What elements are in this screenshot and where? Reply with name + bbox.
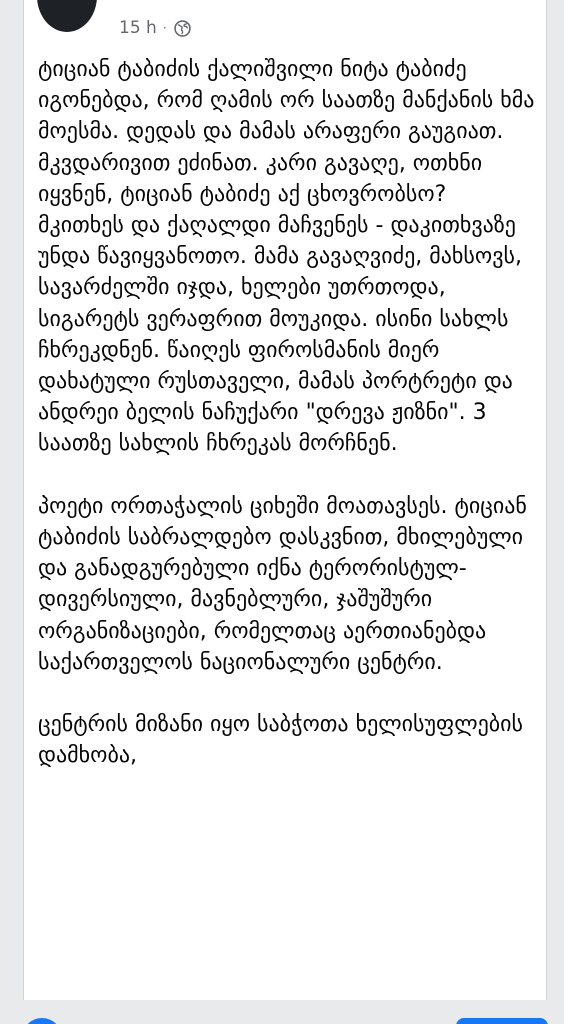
primary-action-button[interactable] [456,1018,548,1024]
post-meta [119,15,191,41]
meta-separator: · [162,21,167,35]
globe-icon[interactable] [174,20,191,37]
post-timestamp[interactable]: 15 h [119,18,157,38]
bottom-action-bar [0,1000,564,1024]
post-body-text: ტიციან ტაბიძის ქალიშვილი ნიტა ტაბიძე იგონებდა, რომ ღამის ორ საათზე მანქანის ხმა მოესმა. დედას და მამას არაფერი გაუგიათ. მკვდარივით ეძინათ. კარი გავაღე, ოთხნი იყვნენ, ტიციან ტაბიძე აქ ცხოვრობსო? მკითხეს და ქაღალდი მაჩვენეს - დაკითხვაზე უნდა წავიყვანოთო. მამა გავაღვიძე, მახსოვს, სავარძელში იჯდა, ხელები უთრთოდა, სიგარეტს ვერაფრით მოუკიდა. ისინი სახლს ჩხრეკდნენ. წაიღეს ფიროსმანის მიერ დახატული რუსთაველი, მამას პორტრეტი და ანდრეი ბელის ნაჩუქარი "დრევა ჟიზნი". 3 საათზე სახლის ჩხრეკას მორჩნენ. პოეტი ორთაჭალის ციხეში მოათავსეს. ტიციან ტაბიძის საბრალდებო დასკვნით, მხილებული და განადგურებული იქნა ტერორისტულ-დივერსიული, მავნებლური, ჯაშუშური ორგანიზაციები, რომელთაც აერთიანებდა საქართველოს ნაციონალური ცენტრი. ცენტრის მიზანი იყო საბჭოთა ხელისუფლების დამხობა, [38,57,535,769]
floating-action-button[interactable] [22,1018,62,1024]
post-card [23,0,547,1000]
author-avatar[interactable] [37,0,97,32]
